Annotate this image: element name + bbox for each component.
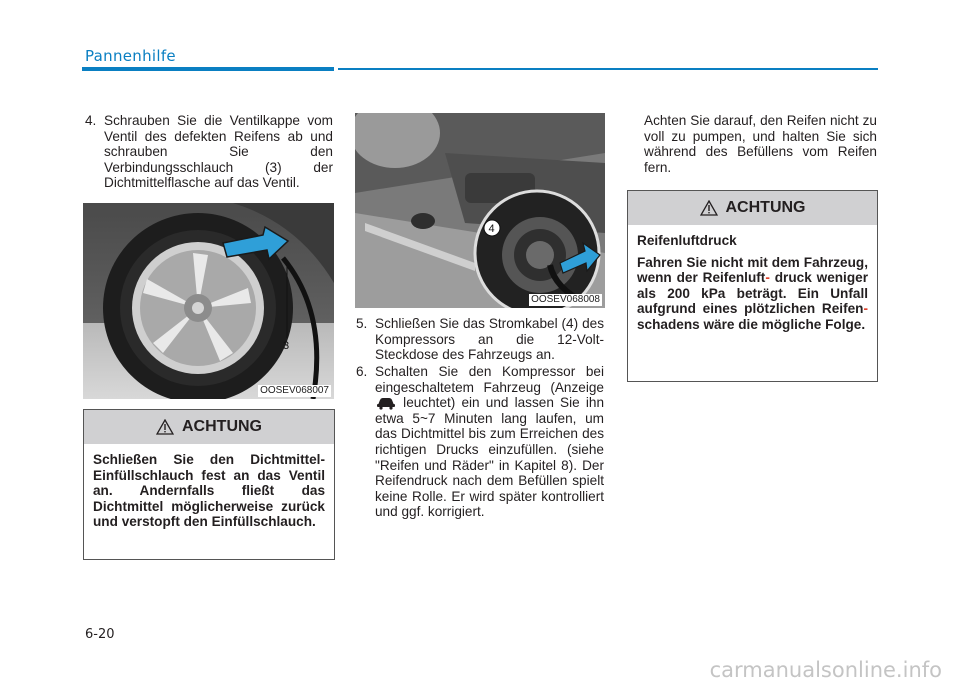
car-indicator-icon [375, 396, 397, 410]
header-rule-thin [338, 68, 878, 70]
hyphen-1: - [765, 270, 770, 286]
figure-caption-1: OOSEV068007 [260, 385, 329, 396]
warning-box-sealant [83, 409, 335, 560]
warning-title: ACHTUNG [725, 199, 806, 216]
hyphen-2: - [863, 301, 868, 317]
step-6-number: 6. [356, 364, 368, 379]
header-rule-thick [82, 67, 334, 71]
warning-text [637, 255, 868, 333]
section-title: Pannenhilfe [85, 47, 176, 65]
step-4 [85, 113, 333, 191]
figure-tire-valve [83, 203, 334, 399]
power-socket-illustration [355, 113, 605, 308]
callout-3: 3 [283, 340, 290, 352]
callout-4: 4 [488, 223, 495, 235]
warning-triangle-icon [700, 200, 718, 216]
warning-header [628, 191, 877, 225]
warning-body [628, 225, 877, 341]
warning-text-c: schadens wäre die mögliche Folge. [637, 316, 866, 332]
warning-title: ACHTUNG [182, 418, 262, 435]
step-5-number: 5. [356, 316, 368, 331]
step-5 [356, 316, 604, 363]
warning-text-b: druck weniger als 200 kPa beträgt. Ein Unfall aufgrund eines plötzlichen Reifen [637, 270, 868, 317]
warning-text: Schließen Sie den Dichtmittel-Einfüllschlauch fest an das Ventil an. Andernfalls fließt das Dichtmittel möglicherweise zurück und verstopft den Einfüllschlauch. [93, 452, 325, 530]
warning-header [84, 410, 334, 444]
warning-text-a: Fahren Sie nicht mit dem Fahrzeug, wenn der Reifenluft [637, 254, 868, 286]
intro-note: Achten Sie darauf, den Reifen nicht zu voll zu pumpen, und halten Sie sich während des Befüllens vom Reifen fern. [644, 113, 877, 175]
step-4-number: 4. [85, 113, 97, 128]
page-number: 6-20 [85, 627, 115, 642]
step-4-text: Schrauben Sie die Ventilkappe vom Ventil des defekten Reifens ab und schrauben Sie den Verbindungsschlauch (3) der Dichtmittelflasche auf das Ventil. [104, 113, 333, 191]
warning-triangle-icon [156, 419, 174, 435]
step-6-text-b: leuchtet) ein und lassen Sie ihn etwa 5~7 Minuten lang laufen, um das Dichtmittel bis zum Erreichen des richtigen Drucks einzufüllen. (siehe "Reifen und Räder" in Kapitel 8). Der Reifendruck nach dem Befüllen spielt keine Rolle. Er wird später kontrolliert und ggf. korrigiert. [375, 395, 604, 520]
watermark: carmanualsonline.info [709, 658, 942, 682]
warning-box-pressure [627, 190, 878, 382]
figure-power-socket [355, 113, 605, 308]
figure-caption-2: OOSEV068008 [531, 294, 600, 305]
step-6-text-a: Schalten Sie den Kompressor bei eingeschaltetem Fahrzeug (Anzeige [375, 364, 604, 395]
step-6 [356, 364, 604, 520]
warning-subtitle: Reifenluftdruck [637, 233, 737, 248]
step-5-text: Schließen Sie das Stromkabel (4) des Kompressors an die 12-Volt-Steckdose des Fahrzeugs an. [375, 316, 604, 363]
tire-valve-illustration [83, 203, 334, 399]
